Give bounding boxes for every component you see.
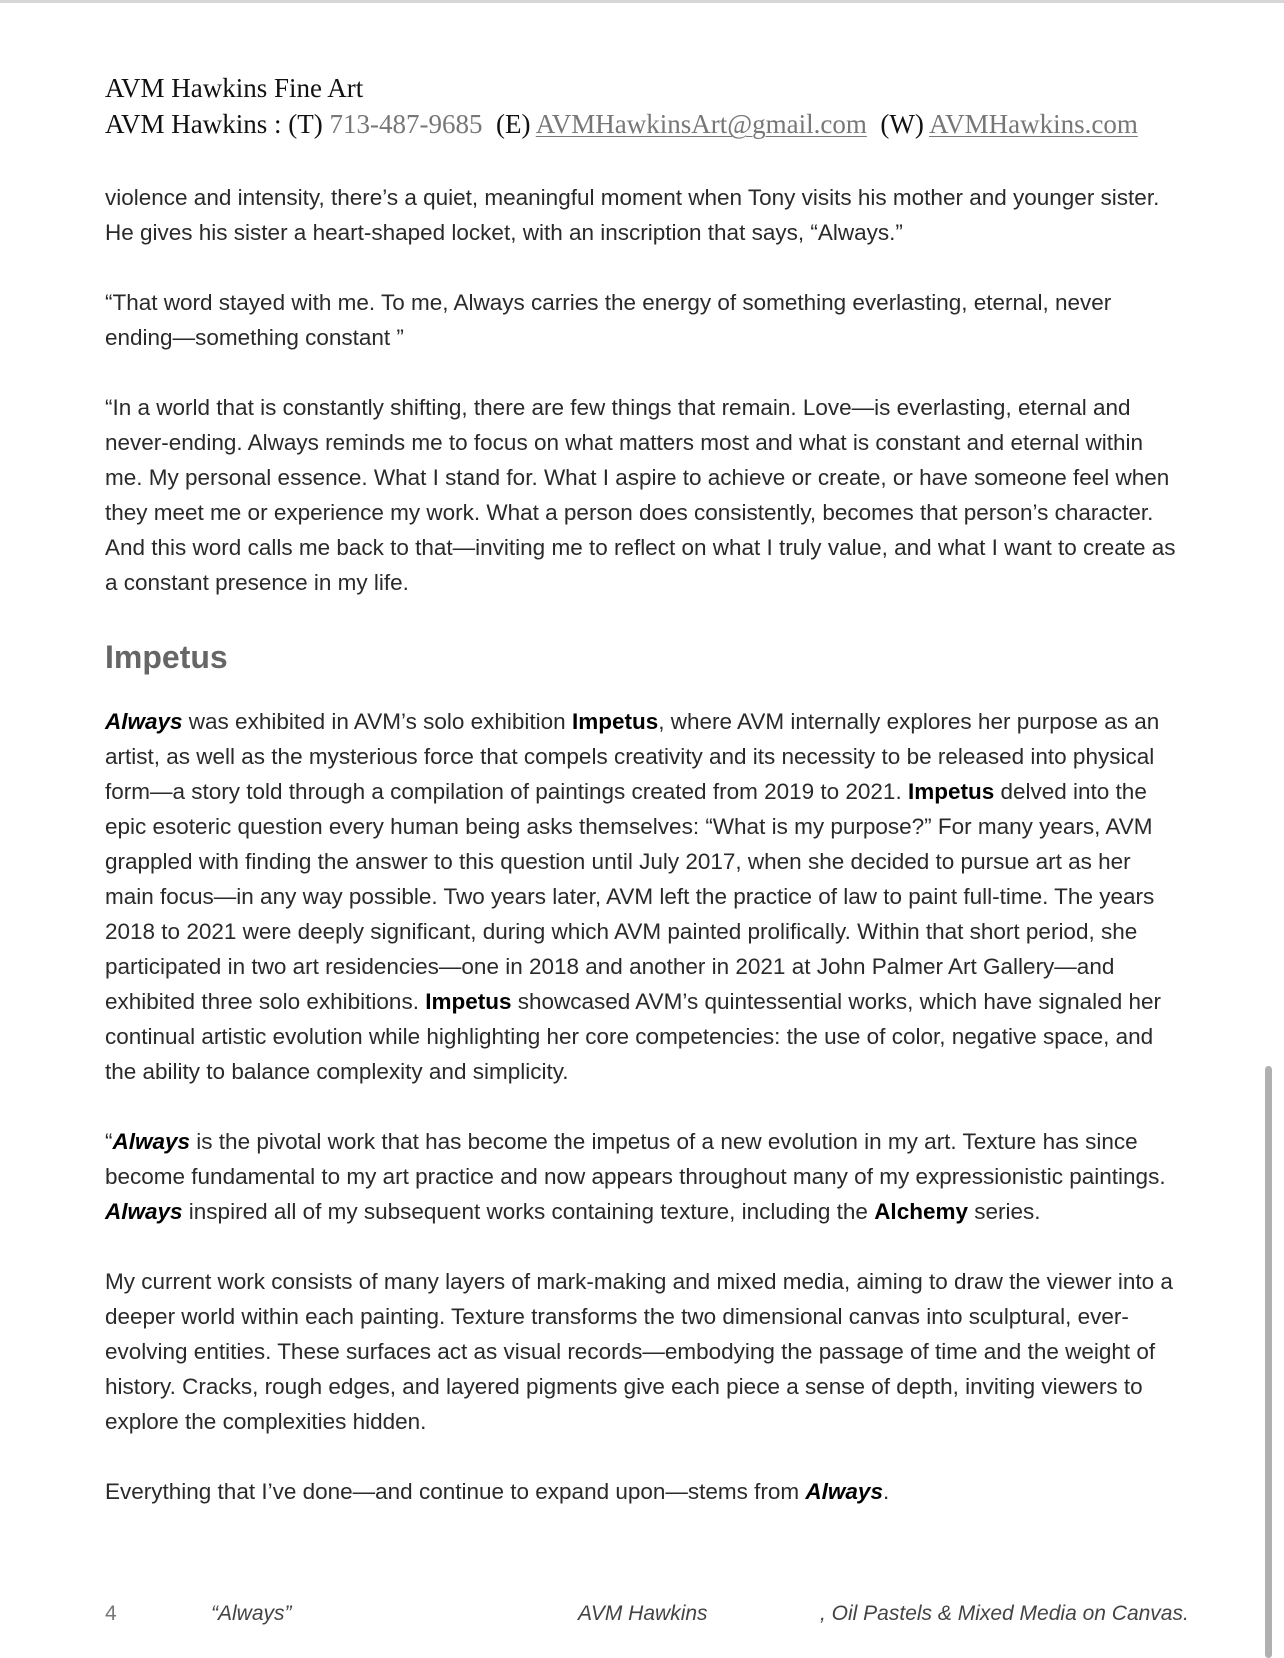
- emphasis-always: Always: [105, 1199, 183, 1224]
- artist-credit: AVM Hawkins: [578, 1602, 708, 1625]
- business-name: AVM Hawkins Fine Art: [105, 73, 364, 103]
- paragraph-1: violence and intensity, there’s a quiet, meaningful moment when Tony visits his mother and younger sister. He gives his sister a heart-shaped locket, with an inscription that says, “Always.”: [105, 185, 1160, 245]
- emphasis-always: Always: [112, 1129, 191, 1154]
- website-link[interactable]: AVMHawkins.com: [929, 109, 1138, 139]
- section-heading-impetus: Impetus: [105, 639, 228, 675]
- open-quote: “: [105, 1129, 113, 1154]
- emphasis-impetus: Impetus: [907, 779, 995, 804]
- artist-name: AVM Hawkins: [105, 109, 268, 139]
- text-run: .: [882, 1479, 890, 1504]
- top-divider: [0, 0, 1284, 3]
- emphasis-impetus: Impetus: [571, 709, 659, 734]
- text-run: showcased AVM’s quintessential works, which have signaled her continual artistic evolution while highlighting her core competencies: the use of color, negative space, and the ability to balance complexity and simplicity.: [105, 989, 1161, 1084]
- phone-number[interactable]: 713-487-9685: [329, 109, 483, 139]
- paragraph-3: “In a world that is constantly shifting, there are few things that remain. Love—is everlasting, eternal and never-ending. Always reminds me to focus on what matters most and what is constant and eternal within me. My personal essence. What I stand for. What I aspire to achieve or create, or have someone feel when they meet me or experience my work. What a person does consistently, becomes that person’s character. And this word calls me back to that—inviting me to reflect on what I truly value, and what I want to create as a constant presence in my life.: [105, 395, 1176, 595]
- text-run: inspired all of my subsequent works containing texture, including the: [182, 1199, 875, 1224]
- text-run: , where AVM internally explores her purpose as an artist, as well as the mysterious force that compels creativity and its necessity to be released into physical form—a story told through a compilation of paintings created from 2019 to 2021.: [105, 709, 1160, 804]
- scrollbar-thumb[interactable]: [1265, 1066, 1272, 1658]
- email-link[interactable]: AVMHawkinsArt@gmail.com: [535, 109, 867, 139]
- page-header: [105, 70, 1205, 142]
- text-run: series.: [967, 1199, 1041, 1224]
- emphasis-always: Always: [105, 709, 183, 734]
- article-body: [105, 180, 1185, 1544]
- phone-label: (T): [288, 109, 323, 139]
- email-label: (E): [496, 109, 531, 139]
- text-run: was exhibited in AVM’s solo exhibition: [182, 709, 572, 734]
- scrollbar[interactable]: [1265, 1066, 1272, 1658]
- website-label: (W): [880, 109, 924, 139]
- text-run: Everything that I’ve done—and continue to expand upon—stems from: [105, 1479, 806, 1504]
- emphasis-always: Always: [805, 1479, 883, 1504]
- paragraph-6: My current work consists of many layers of mark-making and mixed media, aiming to draw the viewer into a deeper world within each painting. Texture transforms the two dimensional canvas into sculptural, ever-evolving entities. These surfaces act as visual records—embodying the passage of time and the weight of history. Cracks, rough edges, and layered pigments give each piece a sense of depth, inviting viewers to explore the complexities hidden.: [105, 1269, 1173, 1434]
- text-run: delved into the epic esoteric question every human being asks themselves: “What is my purpose?” For many years, AVM grappled with finding the answer to this question until July 2017, when she decided to pursue art as her main focus—in any way possible. Two years later, AVM left the practice of law to paint full-time. The years 2018 to 2021 were deeply significant, during which AVM painted prolifically. Within that short period, she participated in two art residencies—one in 2018 and another in 2021 at John Palmer Art Gallery—and exhibited three solo exhibitions.: [105, 779, 1155, 1014]
- text-run: is the pivotal work that has become the impetus of a new evolution in my art. Texture has since become fundamental to my art practice and now appears throughout many of my expressionistic paintings.: [105, 1129, 1166, 1189]
- paragraph-7: [105, 1474, 1185, 1509]
- page-footer: [0, 1602, 1284, 1632]
- emphasis-alchemy: Alchemy: [874, 1199, 968, 1224]
- artwork-medium: , Oil Pastels & Mixed Media on Canvas.: [820, 1602, 1189, 1625]
- page-number: 4: [105, 1602, 117, 1625]
- name-separator: :: [274, 109, 282, 139]
- paragraph-2: “That word stayed with me. To me, Always carries the energy of something everlasting, eternal, never ending—something constant ”: [105, 290, 1112, 350]
- paragraph-4: [105, 704, 1185, 1089]
- artwork-title: “Always”: [211, 1602, 292, 1625]
- emphasis-impetus: Impetus: [425, 989, 512, 1014]
- contact-line: [105, 106, 1205, 142]
- paragraph-5: [105, 1124, 1185, 1229]
